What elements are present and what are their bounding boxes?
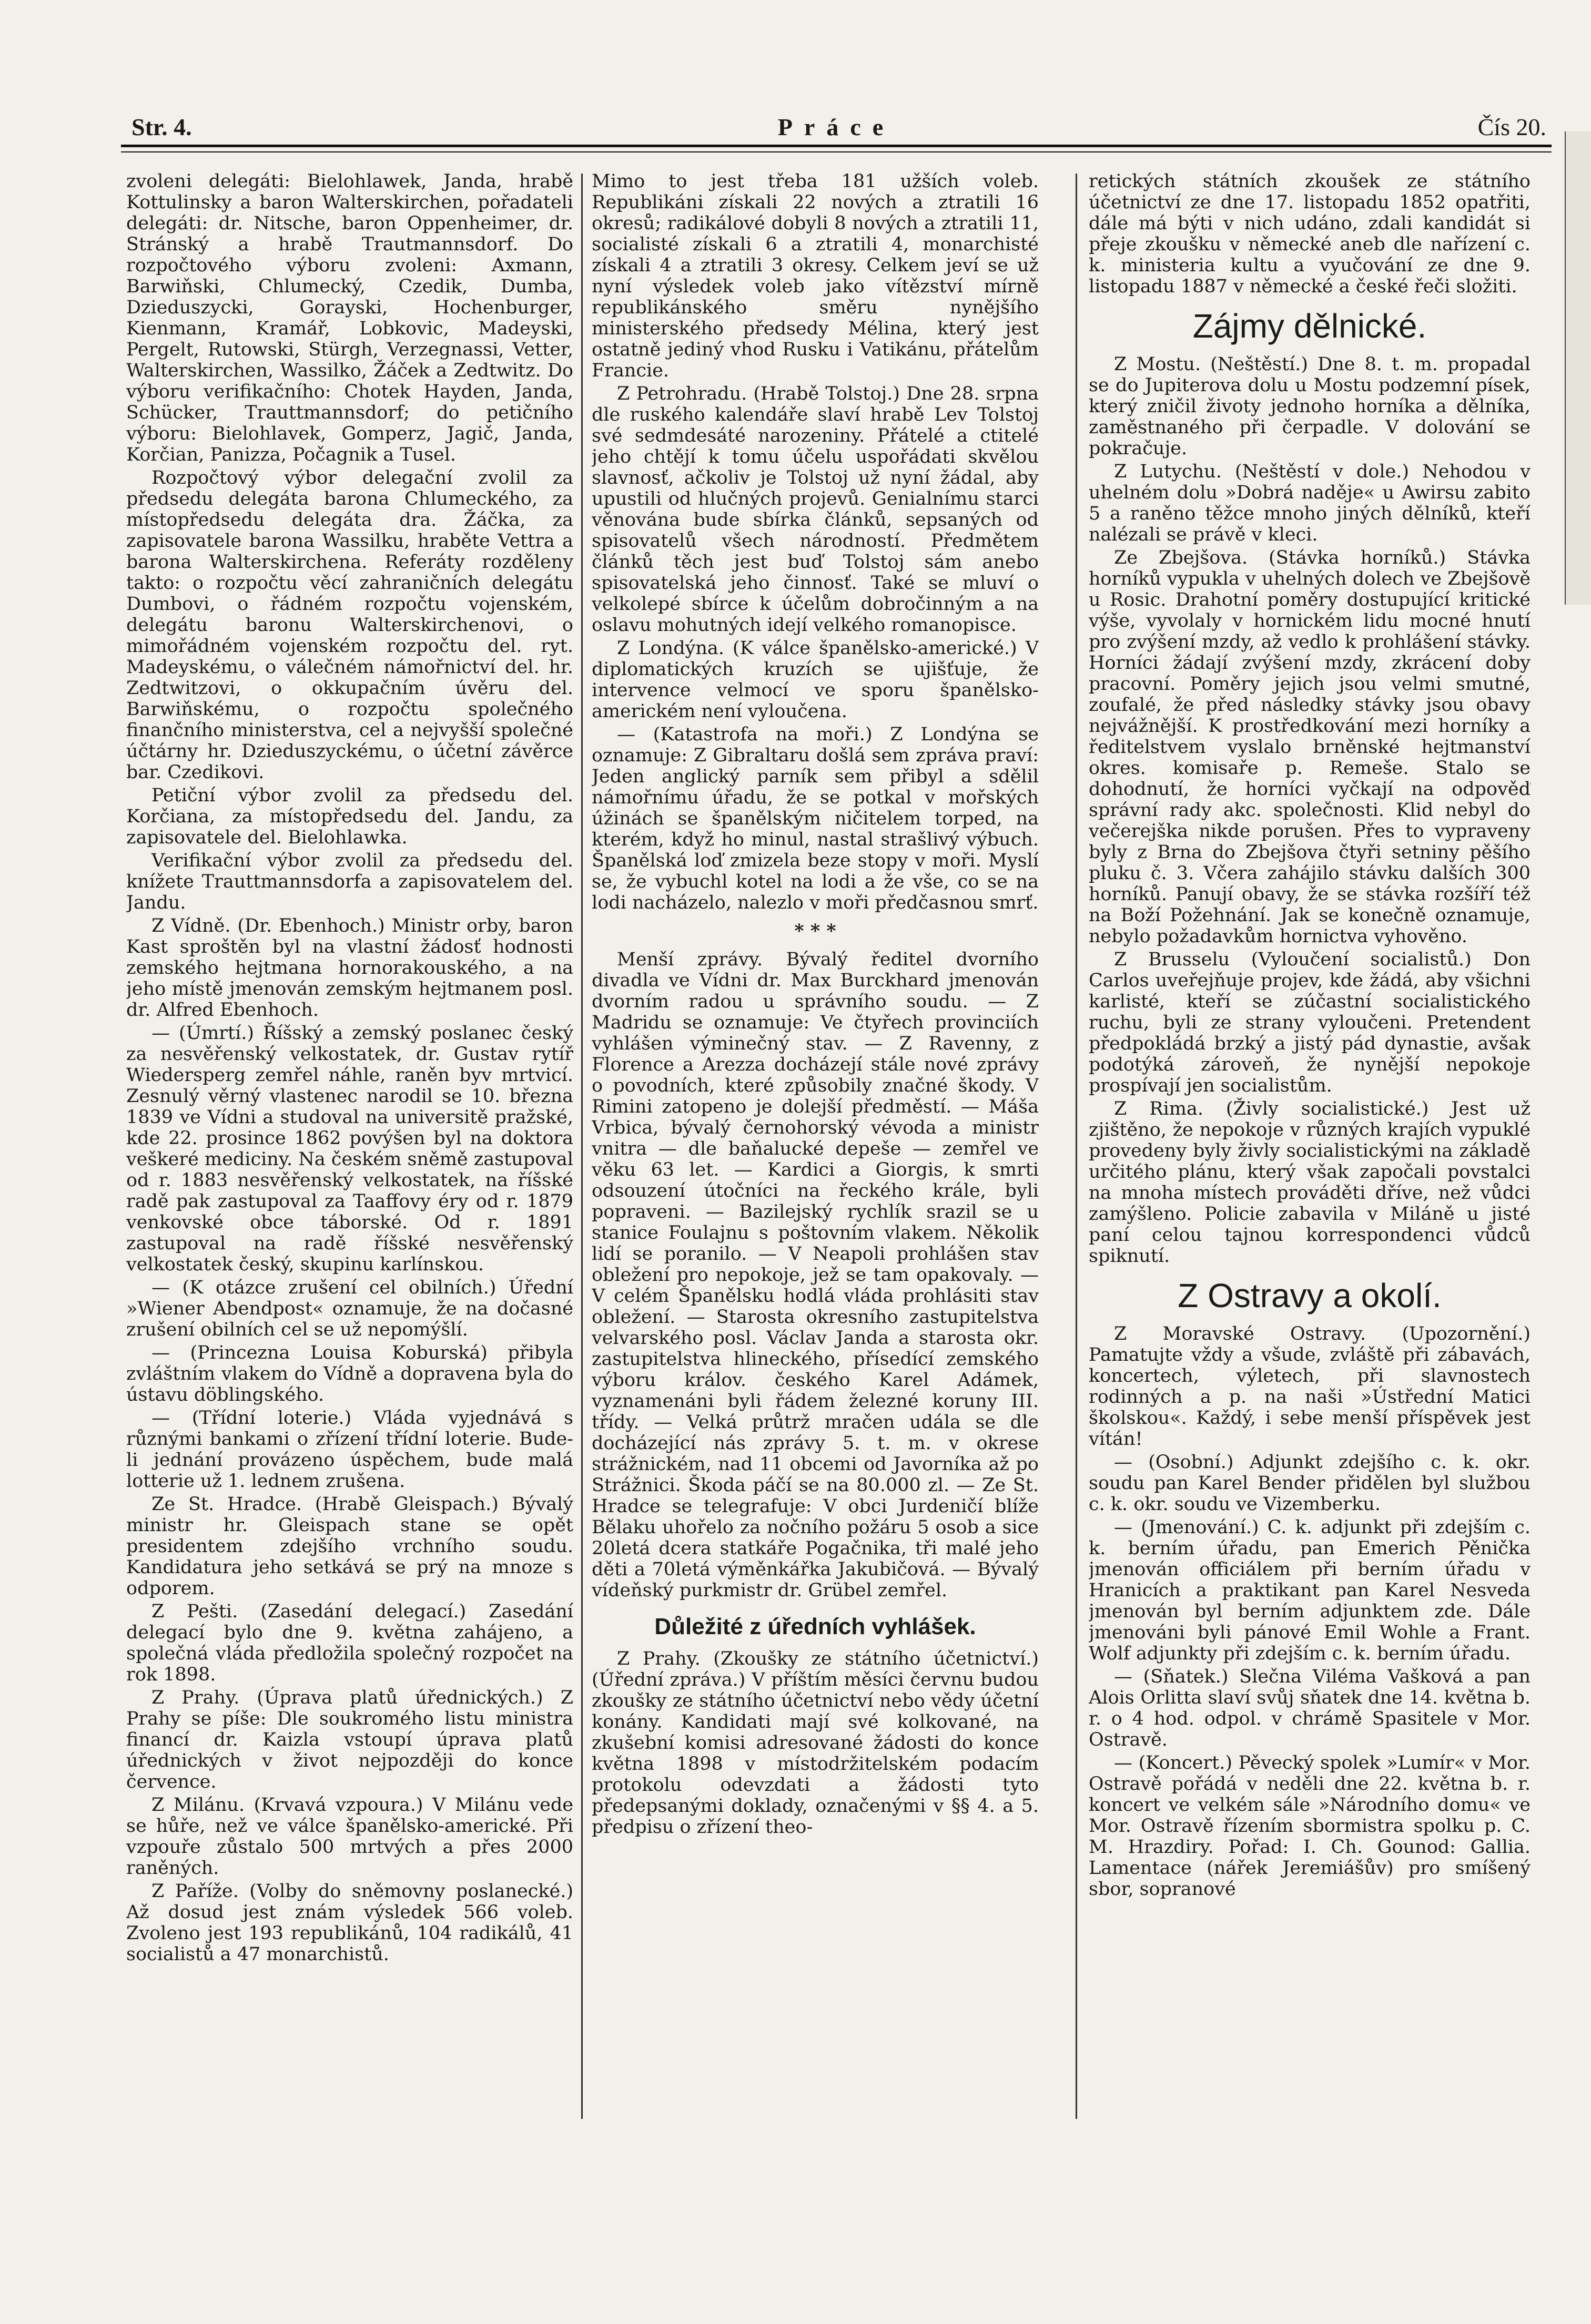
- paragraph: Z Vídně. (Dr. Ebenhoch.) Ministr orby, baron Kast sproštěn byl na vlastní žádosť hodnosti zemského hejtmana hornorakouského, a na jeho místě jmenován zemským hejtmanem posl. dr. Alfred Ebenhoch.: [126, 915, 573, 1021]
- column-1: [126, 171, 573, 2211]
- column-3: [1089, 171, 1531, 2211]
- paragraph: — (Koncert.) Pěvecký spolek »Lumír« v Mor. Ostravě pořádá v neděli dne 22. května b. r. koncert ve velkém sále »Národního domu« ve Mor. Ostravě řízením sbormistra spolku p. C. M. Hrazdiry. Pořad: I. Ch. Gounod: Gallia. Lamentace (nářek Jeremiášův) pro smíšený sbor, sopranové: [1089, 1752, 1531, 1900]
- section-heading: Zájmy dělnické.: [1192, 307, 1427, 345]
- paragraph: Z Milánu. (Krvavá vzpoura.) V Milánu vede se hůře, než ve válce španělsko-americké. Při vzpouře zůstalo 500 mrtvých a přes 2000 raněných.: [126, 1795, 573, 1879]
- page-header: [121, 110, 1552, 147]
- adjacent-page-edge: [1565, 131, 1591, 605]
- paragraph: Petiční výbor zvolil za předsedu del. Korčiana, za místopředsedu del. Jandu, za zapisovatele del. Bielohlawka.: [126, 785, 573, 848]
- paragraph: Z Paříže. (Volby do sněmovny poslanecké.) Až dosud jest znám výsledek 566 voleb. Zvoleno jest 193 republikánů, 104 radikálů, 41 socialistů a 47 monarchistů.: [126, 1881, 573, 1965]
- paragraph: Mimo to jest třeba 181 užších voleb. Republikáni získali 22 nových a ztratili 16 okresů; radikálové dobyli 8 nových a ztratili 11, socialisté získali 6 a ztratili 4, monarchisté získali 4 a ztratili 3 okresy. Celkem jeví se už nyní výsledek voleb jako vítězství mírně republikánského směru nynějšího ministerského předsedy Mélina, který jest ostatně jediný vhod Rusku i Vatikánu, přátelům Francie.: [592, 171, 1039, 381]
- paragraph: — (Princezna Louisa Koburská) přibyla zvláštním vlakem do Vídně a dopravena byla do ústavu döblingského.: [126, 1342, 573, 1405]
- paragraph: Verifikační výbor zvolil za předsedu del. knížete Trauttmannsdorfa a zapisovatelem del. Jandu.: [126, 850, 573, 913]
- paragraph: Z Lutychu. (Neštěstí v dole.) Nehodou v uhelném dolu »Dobrá naděje« u Awirsu zabito 5 a raněno těžce mnoho jiných dělníků, kteří nalézali se právě v kleci.: [1089, 461, 1531, 545]
- paragraph: — (Katastrofa na moři.) Z Londýna se oznamuje: Z Gibraltaru došlá sem zpráva praví: Jeden anglický parník sem přibyl a sdělil námořnímu úřadu, že se potkal v mořských úžinách se španělským ničitelem torped, na kterém, když ho minul, nastal strašlivý výbuch. Španělská loď zmizela beze stopy v moři. Myslí se, že vybuchl kotel na lodi a že vše, co se na lodi nacházelo, nalezlo v moři předčasnou smrť.: [592, 724, 1039, 913]
- paragraph: Z Moravské Ostravy. (Upozornění.) Pamatujte vždy a všude, zvláště při zábavách, koncertech, výletech, při slavnostech rodinných a p. na naši »Ústřední Matici školskou«. Každý, i sebe menší příspěvek jest vítán!: [1089, 1323, 1531, 1450]
- column-divider: [581, 174, 583, 2119]
- section-heading: Důležité z úředních vyhlášek.: [654, 1614, 976, 1639]
- paragraph: Z Rima. (Živly socialistické.) Jest už zjištěno, že nepokoje v různých krajích vypuklé provedeny byly živly socialistickými na základě určitého plánu, který však započali povstalci na mnoha místech prováděti dříve, než vůdci zamýšleno. Policie zabavila v Miláně u jisté paní celou tajnou korrespondenci vůdců spiknutí.: [1089, 1098, 1531, 1267]
- section-stars: * * *: [794, 920, 836, 942]
- paragraph: Ze Zbejšova. (Stávka horníků.) Stávka horníků vypukla v uhelných dolech ve Zbejšově u Rosic. Drahotní poměry dostupující kritické výše, vyvolaly v hornickém lidu mocné hnutí pro zvýšení mzdy, až vedlo k prohlášení stávky. Horníci žádají zvýšení mzdy, zkrácení doby pracovní. Poměry jejich jsou velmi smutné, zoufalé, že před následky stávky jsou obavy nejvážnější. K prostředkování mezi horníky a ředitelstvem vyslalo brněnské hejtmanství okres. komisaře p. Remeše. Stalo se dohodnutí, že horníci vyčkají na odpověď správní rady akc. společnosti. Klid nebyl do večerejška nikde porušen. Přes to vypraveny byly z Brna do Zbejšova čtyři setniny pěšího pluku č. 3. Včera zahájilo stávku dalších 300 horníků. Panují obavy, že se stávka rozšíří též na Boží Požehnání. Jak se konečně oznamuje, nebylo požadavkům hornictva vyhověno.: [1089, 547, 1531, 947]
- paragraph: — (K otázce zrušení cel obilních.) Úřední »Wiener Abendpost« oznamuje, že na dočasné zrušení obilních cel se už nepomýšlí.: [126, 1277, 573, 1340]
- header-rule: [121, 145, 1552, 152]
- paragraph: — (Osobní.) Adjunkt zdejšího c. k. okr. soudu pan Karel Bender přidělen byl službou c. k. okr. soudu ve Vizemberku.: [1089, 1452, 1531, 1515]
- paragraph: Menší zprávy. Bývalý ředitel dvorního divadla ve Vídni dr. Max Burckhard jmenován dvorním radou u správního soudu. — Z Madridu se oznamuje: Ve čtyřech provinciích vyhlášen výminečný stav. — Z Ravenny, z Florence a Arezza docházejí stále nové zprávy o povodních, které způsobily značné škody. V Rimini zatopeno je dolejší předměstí. — Máša Vrbica, bývalý černohorský vévoda a ministr vnitra — dle baňalucké depeše — zemřel ve věku 63 let. — Kardici a Giorgis, k smrti odsouzení útočníci na řeckého krále, byli popraveni. — Bazilejský rychlík srazil se u stanice Foulajnu s poštovním vlakem. Několik lidí se poranilo. — V Neapoli prohlášen stav obležení pro nepokoje, jež se tam opakovaly. — V celém Španělsku hodlá vláda prohlásiti stav obležení. — Starosta okresního zastupitelstva velvarského posl. Václav Janda a starosta okr. zastupitelstva hlineckého, přísedící zemského výboru králov. českého Karel Adámek, vyznamenáni byli řádem železné koruny III. třídy. — Velká průtrž mračen udála se dle docházející nás zprávy 5. t. m. v okrese strážnickém, nad 11 obcemi od Javorníka až po Strážnici. Škoda páčí se na 80.000 zl. — Ze St. Hradce se telegrafuje: V obci Jurdeničí blíže Bělaku uhořelo za nočního požáru 5 osob a sice 20letá dcera statkáře Pogačnika, tři malé jeho děti a 70letá výměnkářka Jakubičová. — Bývalý vídeňský purkmistr dr. Grübel zemřel.: [592, 949, 1039, 1601]
- column-2: [592, 171, 1039, 2211]
- section-heading: Z Ostravy a okolí.: [1178, 1277, 1442, 1314]
- paragraph: Z Londýna. (K válce španělsko-americké.) V diplomatických kruzích se ujišťuje, že intervence velmocí ve sporu španělsko-americkém není vyloučena.: [592, 638, 1039, 722]
- paragraph: — (Úmrtí.) Říšský a zemský poslanec český za nesvěřenský velkostatek, dr. Gustav rytíř Wiedersperg zemřel náhle, raněn byv mrtvicí. Zesnulý věrný vlastenec narodil se 10. března 1839 ve Vídni a studoval na universitě pražské, kde 22. prosince 1862 povýšen byl na doktora veškeré mediciny. Na českém sněmě zastupoval od r. 1883 nesvěřenský velkostatek, na říšské radě pak zastupoval za Taaffovy éry od r. 1879 venkovské obce táborské. Od r. 1891 zastupoval na radě říšské nesvěřenský velkostatek český, skupinu karlínskou.: [126, 1023, 573, 1275]
- paragraph: Ze St. Hradce. (Hrabě Gleispach.) Bývalý ministr hr. Gleispach stane se opět presidentem zdejšího vrchního soudu. Kandidatura jeho setkává se prý na mnoze s odporem.: [126, 1494, 573, 1599]
- paragraph: zvoleni delegáti: Bielohlawek, Janda, hrabě Kottulinsky a baron Walterskirchen, pořadateli delegáti: dr. Nitsche, baron Oppenheimer, dr. Stránský a hrabě Trautmannsdorf. Do rozpočtového výboru zvoleni: Axmann, Barwiňski, Chlumecký, Czedik, Dumba, Dzieduszycki, Gorayski, Hochenburger, Kienmann, Kramář, Lobkovic, Madeyski, Pergelt, Rutowski, Stürgh, Verzegnassi, Vetter, Walterskirchen, Wassilko, Žáček a Zedtwitz. Do výboru verifikačního: Chotek Hayden, Janda, Schücker, Trauttmannsdorf; do petičního výboru: Bielohlavek, Gomperz, Jagič, Janda, Korčian, Panizza, Počagnik a Tusel.: [126, 171, 573, 465]
- issue-number: Čís 20.: [1477, 114, 1546, 140]
- paragraph: — (Sňatek.) Slečna Viléma Vašková a pan Alois Orlitta slaví svůj sňatek dne 14. května b. r. o 4 hod. odpol. v chrámě Spasitele v Mor. Ostravě.: [1089, 1666, 1531, 1750]
- page-number: Str. 4.: [131, 114, 192, 140]
- paragraph: Rozpočtový výbor delegační zvolil za předsedu delegáta barona Chlumeckého, za místopředsedu delegáta dra. Žáčka, za zapisovatele barona Wassilku, hraběte Vettra a barona Walterskirchena. Referáty rozděleny takto: o rozpočtu věcí zahraničních delegátu Dumbovi, o řádném rozpočtu vojenském, delegátu baronu Walterskirchenovi, o mimořádném vojenském rozpočtu del. ryt. Madeyskému, o válečném námořnictví del. hr. Zedtwitzovi, o okkupačním úvěru del. Barwiňskému, o rozpočtu společného finančního ministerstva, cel a nejvyšší společné účtárny hr. Dzieduszyckému, o účetní závěrce bar. Czedikovi.: [126, 467, 573, 783]
- paragraph: Z Mostu. (Neštěstí.) Dne 8. t. m. propadal se do Jupiterova dolu u Mostu podzemní písek, který zničil životy jednoho horníka a dělníka, zaměstnaného při čerpadle. V dolování se pokračuje.: [1089, 354, 1531, 459]
- paragraph: Z Prahy. (Úprava platů úřednických.) Z Prahy se píše: Dle soukromého listu ministra financí dr. Kaizla vstoupí úprava platů úřednických v život nejpozději do konce července.: [126, 1687, 573, 1792]
- paragraph: — (Jmenování.) C. k. adjunkt při zdejším c. k. berním úřadu, pan Emerich Pěnička jmenován officiálem při berním úřadu v Hranicích a praktikant pan Karel Nesveda jmenován byl berním adjunktem zde. Dále jmenováni byli pánové Emil Wohle a Frant. Wolf adjunkty při zdejším c. k. berním úřadu.: [1089, 1517, 1531, 1664]
- paragraph: Z Pešti. (Zasedání delegací.) Zasedání delegací bylo dne 9. května zahájeno, a společná vláda předložila společný rozpočet na rok 1898.: [126, 1601, 573, 1685]
- column-divider: [1076, 174, 1077, 2119]
- paragraph: Z Brusselu (Vyloučení socialistů.) Don Carlos uveřejňuje projev, kde žádá, aby všichni karlisté, kteří se zúčastní socialistického ruchu, byli ze strany vyloučeni. Pretendent předpokládá brzký a jistý pád dynastie, avšak podotýká zároveň, že nynější nepokoje prospívají jen socialistům.: [1089, 949, 1531, 1096]
- paragraph: Z Petrohradu. (Hrabě Tolstoj.) Dne 28. srpna dle ruského kalendáře slaví hrabě Lev Tolstoj své sedmdesáté narozeniny. Přátelé a ctitelé jeho chtějí k tomu účelu uspořádati skvělou slavnosť, ačkoliv je Tolstoj už nyní žádal, aby upustili od hlučných projevů. Genialnímu starci věnována bude sbírka článků, sepsaných od spisovatelů všech národností. Předmětem článků těch jest buď Tolstoj sám anebo spisovatelská jeho činnosť. Také se mluví o velkolepé sbírce k účelům dobročinným a na oslavu mohutných idejí velkého romanopisce.: [592, 383, 1039, 636]
- paragraph: Z Prahy. (Zkoušky ze státního účetnictví.) (Úřední zpráva.) V příštím měsíci červnu budou zkoušky ze státního účetnictví nebo vědy účetní konány. Kandidati mají své kolkované, na zkušební komisi adresované žádosti do konce května 1898 v místodržitelském podacím protokolu odevzdati a žádosti tyto předepsanými doklady, označenými v §§ 4. a 5. předpisu o zřízení theo-: [592, 1648, 1039, 1838]
- paragraph: retických státních zkoušek ze státního účetnictví ze dne 17. listopadu 1852 opatřiti, dále má býti v nich udáno, zdali kandidát si přeje zkoušku v německé aneb dle nařízení c. k. ministeria kultu a vyučování ze dne 9. listopadu 1887 v německé a české řeči složiti.: [1089, 171, 1531, 297]
- newspaper-title: Práce: [777, 114, 895, 140]
- paragraph: — (Třídní loterie.) Vláda vyjednává s různými bankami o zřízení třídní loterie. Bude-li jednání provázeno úspěchem, bude malá lotterie už 1. lednem zrušena.: [126, 1408, 573, 1492]
